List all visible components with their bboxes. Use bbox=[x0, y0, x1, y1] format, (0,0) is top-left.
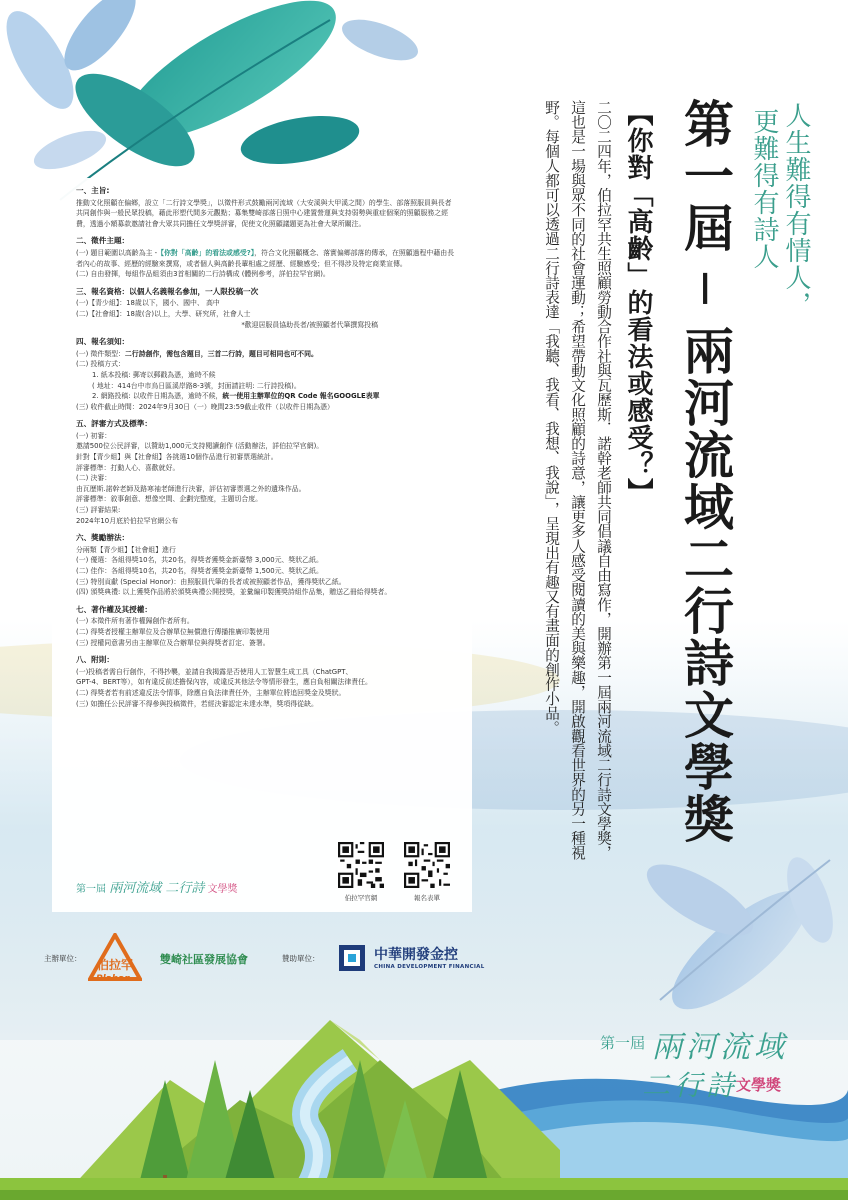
leaf-cluster-top bbox=[0, 0, 423, 200]
main-title: 第一屆 ─ 兩河流域二行詩文學獎 bbox=[676, 98, 735, 845]
section-notice bbox=[76, 337, 458, 412]
appendix-line: (三) 如擔任公民評審不得參與投稿徵件，若經決審認定未達水準，獎項得從缺。 bbox=[76, 699, 318, 708]
organizer-label: 主辦單位： bbox=[44, 954, 82, 963]
qr-code-website[interactable] bbox=[338, 842, 384, 888]
co-organizer: 雙崎社區發展協會 bbox=[160, 953, 248, 966]
tagline-line: 更難得有詩人 bbox=[749, 108, 779, 270]
notice-line: 1. 紙本投稿: 郵寄以郵戳為憑，逾時不候 bbox=[92, 370, 216, 379]
notice-line: (二) 投稿方式： bbox=[76, 360, 125, 369]
judging-line: 邀請500位公民評審，以贊助1,000元支持閱讀創作 (活動辦法，詳伯拉罕官網)。 bbox=[76, 442, 324, 451]
text: ，符合文化照顧概念、落實偏鄉部落的傳承，在照顧過程中藉由長者內心的故事、經歷的經驗來撰寫，或者個人與高齡長輩相處之經歷、經驗感受；但不得涉及特定商業宣傳。 bbox=[76, 248, 454, 268]
organizer-en: Plahan bbox=[96, 974, 131, 984]
subtitle: 【你對「高齡」的看法或感受？】 bbox=[623, 100, 653, 505]
section-heading: 四、報名須知： bbox=[76, 337, 130, 347]
copyright-line: (一) 本徵件所有著作權歸創作者所有。 bbox=[76, 617, 194, 626]
section-heading: 八、附則： bbox=[76, 655, 114, 665]
judging-line: (二) 決審： bbox=[76, 474, 112, 483]
award-logo-lit: 文學獎 bbox=[736, 1076, 782, 1094]
section-judging bbox=[76, 419, 458, 526]
eligibility-line: (二)【社會組】：18歲(含)以上，大學、研究所，社會人士 bbox=[76, 309, 251, 318]
sponsor-name-en: CHINA DEVELOPMENT FINANCIAL bbox=[374, 964, 485, 970]
award-logo-first: 第一屆 bbox=[600, 1034, 646, 1052]
awards-line: 分兩類【青少組】【社會組】進行 bbox=[76, 545, 176, 554]
sponsor-label: 贊助單位： bbox=[282, 954, 320, 963]
text: (一) 題目範圍以高齡為主 - bbox=[76, 248, 158, 257]
judging-line: 2024年10月底於伯拉罕官網公布 bbox=[76, 516, 179, 525]
awards-line: (三) 特別貢獻 (Special Honor)：由照服員代筆的長者或被照顧者作品，獲得獎狀乙紙。 bbox=[76, 577, 346, 586]
text: 2. 網路投稿: 以收件日期為憑，逾時不候， bbox=[92, 392, 223, 401]
award-logo-line1: 兩河流域 bbox=[652, 1030, 788, 1065]
awards-line: (二) 佳作：各組得獎10名，共20名，得獎者獲獎金新臺幣 1,500元、獎狀乙紙。 bbox=[76, 567, 323, 575]
section-awards bbox=[76, 533, 458, 598]
panel-logo bbox=[76, 881, 238, 896]
sponsor-name: 中華開發金控 bbox=[374, 947, 458, 963]
copyright-line: (二) 得獎者授權主辦單位及合辦單位無償進行傳播推廣印製使用 bbox=[76, 627, 270, 636]
plahan-logo-text: 伯拉罕 bbox=[96, 958, 134, 972]
section-heading: 二、徵件主題： bbox=[76, 236, 130, 246]
judging-line: 評審標準：打動人心、喜歡就好。 bbox=[76, 463, 180, 472]
tagline-line: 人生難得有情人， bbox=[781, 102, 811, 318]
award-logo bbox=[600, 1024, 800, 1104]
intro-text: 二〇二四年，伯拉罕共生照顧勞動合作社與瓦歷斯．諾幹老師共同倡議自由寫作，開辦第一屆兩河流域二行詩文學獎，這也是一場與眾不同的社會運動；希望帶動文化照顧的詩意，讓更多人感受閱讀的美與樂趣，開啟觀看世界的另一種視野。每個人都可以透過二行詩表達「我聽、我看、我想、我說」，呈現出有趣又有畫面的創作小品。 bbox=[543, 100, 612, 860]
section-body: 推動文化照顧在偏鄉，設立「二行詩文學獎」，以徵件形式鼓勵兩河流域（大安溪與大甲溪之間）的學生、部落照服員與長者共同創作與一般民眾投稿，藉此形塑代間多元觀點；募集雙崎部落日照中心建置營運與支持弱勢與重症個案的照顧服務之經費，透過小額募款邀請社會大眾共同擔任文學獎評審，促使文化照顧議題更為社會大眾所關注。 bbox=[76, 198, 452, 228]
judging-line: (三) 評審結果: bbox=[76, 506, 121, 515]
theme-line bbox=[76, 248, 458, 269]
awards-line: (四) 頒獎典禮: 以上獲獎作品將於頒獎典禮公開授獎，並彙編印製獲獎詩組作品集，贈送乙冊給得獎者。 bbox=[76, 588, 392, 597]
qr-label-website: 伯拉罕官網 bbox=[344, 894, 378, 902]
awards-line: (一) 優選：各組得獎10名，共20名，得獎者獲獎金新臺幣 3,000元、獎狀乙紙。 bbox=[76, 556, 323, 565]
copyright-line: (三) 授權同意書另由主辦單位及合辦單位與得獎者訂定、簽署。 bbox=[76, 638, 270, 647]
notice-line: (三) 收件截止時間：2024年9月30日（一）晚間23:59截止收件（以收件日期為憑） bbox=[76, 402, 334, 411]
judging-line: 由瓦歷斯.諾幹老師及路寒袖老師進行決審，評估初審票選之外的遺珠作品。 bbox=[76, 484, 306, 493]
section-heading: 五、評審方式及標準： bbox=[76, 419, 152, 429]
appendix-line: (二) 得獎者若有前述違反法令情事，除應自負法律責任外，主辦單位將追回獎金及獎狀。 bbox=[76, 688, 346, 697]
section-copyright bbox=[76, 605, 458, 648]
rules-panel bbox=[52, 178, 472, 912]
judging-line: 評審標準：敘事創意、想像空間、企劃完整度，主題切合度。 bbox=[76, 495, 263, 504]
eligibility-note: *歡迎居服員協助長者/被照顧者代筆撰寫投稿 bbox=[241, 320, 378, 329]
appendix-line: (一)投稿者需自行創作，不得抄襲，並請自我揭露是否使用人工智慧生成工具（ChatGPT、 bbox=[76, 667, 353, 676]
logo-first: 第一屆 bbox=[76, 884, 106, 895]
cdf-logo-icon bbox=[338, 944, 366, 972]
logo-lit: 文學獎 bbox=[207, 884, 238, 895]
text-bold: 統一使用主辦單位的QR Code 報名GOOGLE表單 bbox=[222, 392, 380, 401]
theme-line: (二) 自由發揮，每組作品組須由3首相關的二行詩構成 (體例參考，詳伯拉罕官網)。 bbox=[76, 270, 330, 279]
qr-code-signup[interactable] bbox=[404, 842, 450, 888]
tagline bbox=[748, 102, 812, 582]
award-logo-line2: 二行詩 bbox=[642, 1069, 739, 1102]
section-heading: 一、主旨: bbox=[76, 186, 110, 195]
section-heading: 七、著作權及其授權： bbox=[76, 604, 152, 614]
theme-highlight: 【你對「高齡」的看法或感受?】 bbox=[157, 248, 255, 257]
text-bold: 二行詩創作，需包含題目，三首二行詩，題目可相同也可不同。 bbox=[124, 349, 318, 358]
notice-line bbox=[76, 391, 458, 402]
section-eligibility bbox=[76, 287, 458, 330]
appendix-line: GPT-4、BERT等），如有違反前述擔保內容，或違反其他法令等情形發生，應自負相關法律責任。 bbox=[76, 678, 372, 687]
section-heading: 三、報名資格：以個人名義報名參加，一人限投稿一次 bbox=[76, 286, 259, 296]
section-heading: 六、獎勵辦法： bbox=[76, 533, 130, 543]
logo-script: 兩河流域 二行詩 bbox=[109, 881, 205, 896]
judging-line: 針對【青少組】與【社會組】各挑選10個作品進行初審票選統計。 bbox=[76, 453, 278, 462]
qr-label-signup: 報名表單 bbox=[414, 894, 440, 902]
notice-line bbox=[76, 349, 458, 360]
text: (一) 徵件類型： bbox=[76, 349, 125, 358]
eligibility-line: (一)【青少組】：18歲以下，國小、國中、 高中 bbox=[76, 299, 220, 308]
section-appendix bbox=[76, 655, 458, 709]
notice-line: ( 地址：414台中市烏日區溪岸路8-3號，封面請註明: 二行詩投稿)。 bbox=[92, 381, 301, 390]
section-theme bbox=[76, 236, 458, 279]
judging-line: (一) 初審： bbox=[76, 431, 112, 440]
section-purpose bbox=[76, 186, 458, 229]
